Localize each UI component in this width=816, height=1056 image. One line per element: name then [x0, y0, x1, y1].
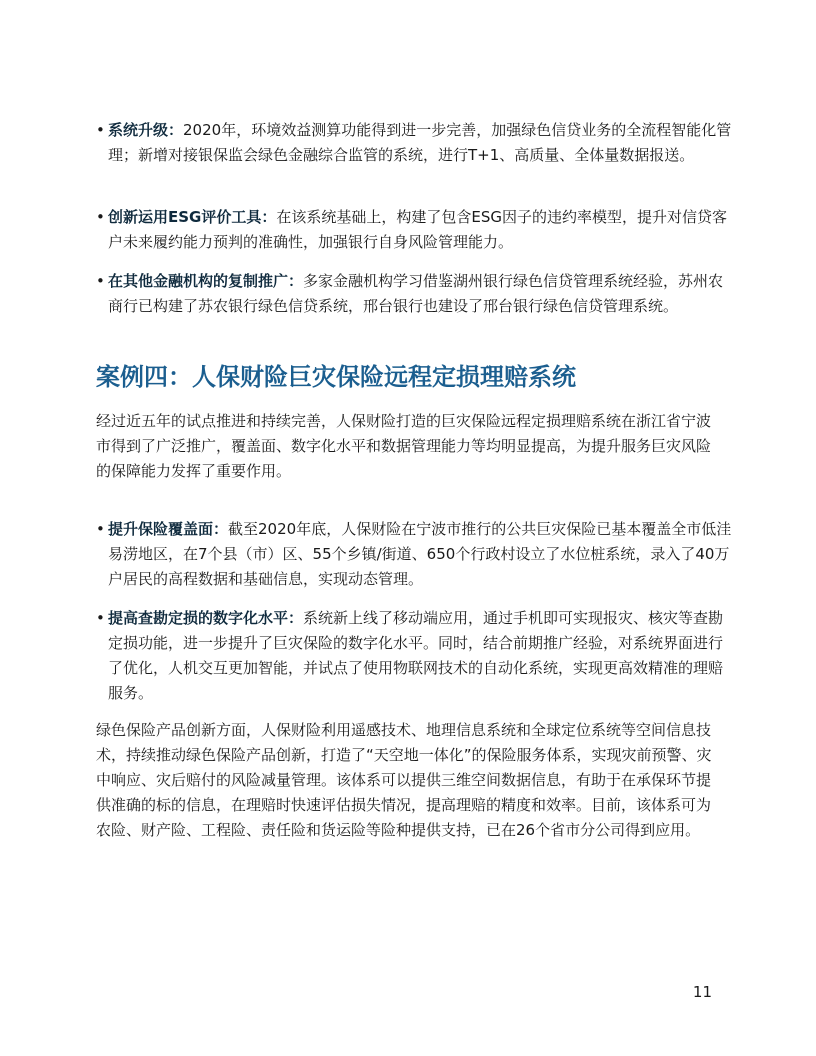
bullet-lead: 创新运用ESG评价工具：: [108, 208, 277, 226]
bullet-text: [108, 205, 732, 255]
bullet-text: [108, 118, 732, 168]
bullet-body: 截至2020年底，人保财险在宁波市推行的公共巨灾保险已基本覆盖全市低洼易涝地区，在7个县（市）区、55个乡镇/街道、650个行政村设立了水位桩系统，录入了40万户居民的高程数据和基础信息，实现动态管理。: [108, 520, 732, 588]
bullet-marker: •: [96, 272, 105, 290]
bullet-lead: 提高查勘定损的数字化水平：: [108, 609, 304, 627]
bullet-marker: •: [96, 208, 105, 226]
bullet-marker: •: [96, 609, 105, 627]
bullet-text: [108, 517, 732, 592]
bullet-item-replication: [96, 269, 732, 319]
bullet-text: [108, 269, 732, 319]
page-number: 11: [692, 983, 712, 1001]
bullet-lead: 系统升级：: [108, 121, 184, 139]
bullet-item-digitalization: [96, 606, 732, 706]
section-heading: 案例四：人保财险巨灾保险远程定损理赔系统: [96, 363, 576, 391]
bullet-lead: 在其他金融机构的复制推广：: [108, 272, 304, 290]
bullet-text: [108, 606, 732, 706]
bullet-body: 系统新上线了移动端应用，通过手机即可实现报灾、核灾等查勘定损功能，进一步提升了巨灾保险的数字化水平。同时，结合前期推广经验，对系统界面进行了优化，人机交互更加智能，并试点了使用物联网技术的自动化系统，实现更高效精准的理赔服务。: [108, 609, 724, 702]
bullet-body: 2020年，环境效益测算功能得到进一步完善，加强绿色信贷业务的全流程智能化管理；新增对接银保监会绿色金融综合监管的系统，进行T+1、高质量、全体量数据报送。: [108, 121, 732, 164]
bullet-marker: •: [96, 520, 105, 538]
bullet-item-esg-tool: [96, 205, 732, 255]
bullet-body: 在该系统基础上，构建了包含ESG因子的违约率模型，提升对信贷客户未来履约能力预判的准确性，加强银行自身风险管理能力。: [108, 208, 728, 251]
bullet-body: 多家金融机构学习借鉴湖州银行绿色信贷管理系统经验，苏州农商行已构建了苏农银行绿色信贷系统，邢台银行也建设了邢台银行绿色信贷管理系统。: [108, 272, 724, 315]
bullet-marker: •: [96, 121, 105, 139]
intro-paragraph: 经过近五年的试点推进和持续完善，人保财险打造的巨灾保险远程定损理赔系统在浙江省宁波市得到了广泛推广，覆盖面、数字化水平和数据管理能力等均明显提高，为提升服务巨灾风险的保障能力发挥了重要作用。: [96, 412, 712, 480]
bullet-item-coverage: [96, 517, 732, 592]
closing-paragraph: 绿色保险产品创新方面，人保财险利用遥感技术、地理信息系统和全球定位系统等空间信息技术，持续推动绿色保险产品创新，打造了“天空地一体化”的保险服务体系，实现灾前预警、灾中响应、灾后赔付的风险减量管理。该体系可以提供三维空间数据信息，有助于在承保环节提供准确的标的信息，在理赔时快速评估损失情况，提高理赔的精度和效率。目前，该体系可为农险、财产险、工程险、责任险和货运险等险种提供支持，已在26个省市分公司得到应用。: [96, 721, 712, 839]
bullet-item-system-upgrade: [96, 118, 732, 168]
bullet-lead: 提升保险覆盖面：: [108, 520, 229, 538]
